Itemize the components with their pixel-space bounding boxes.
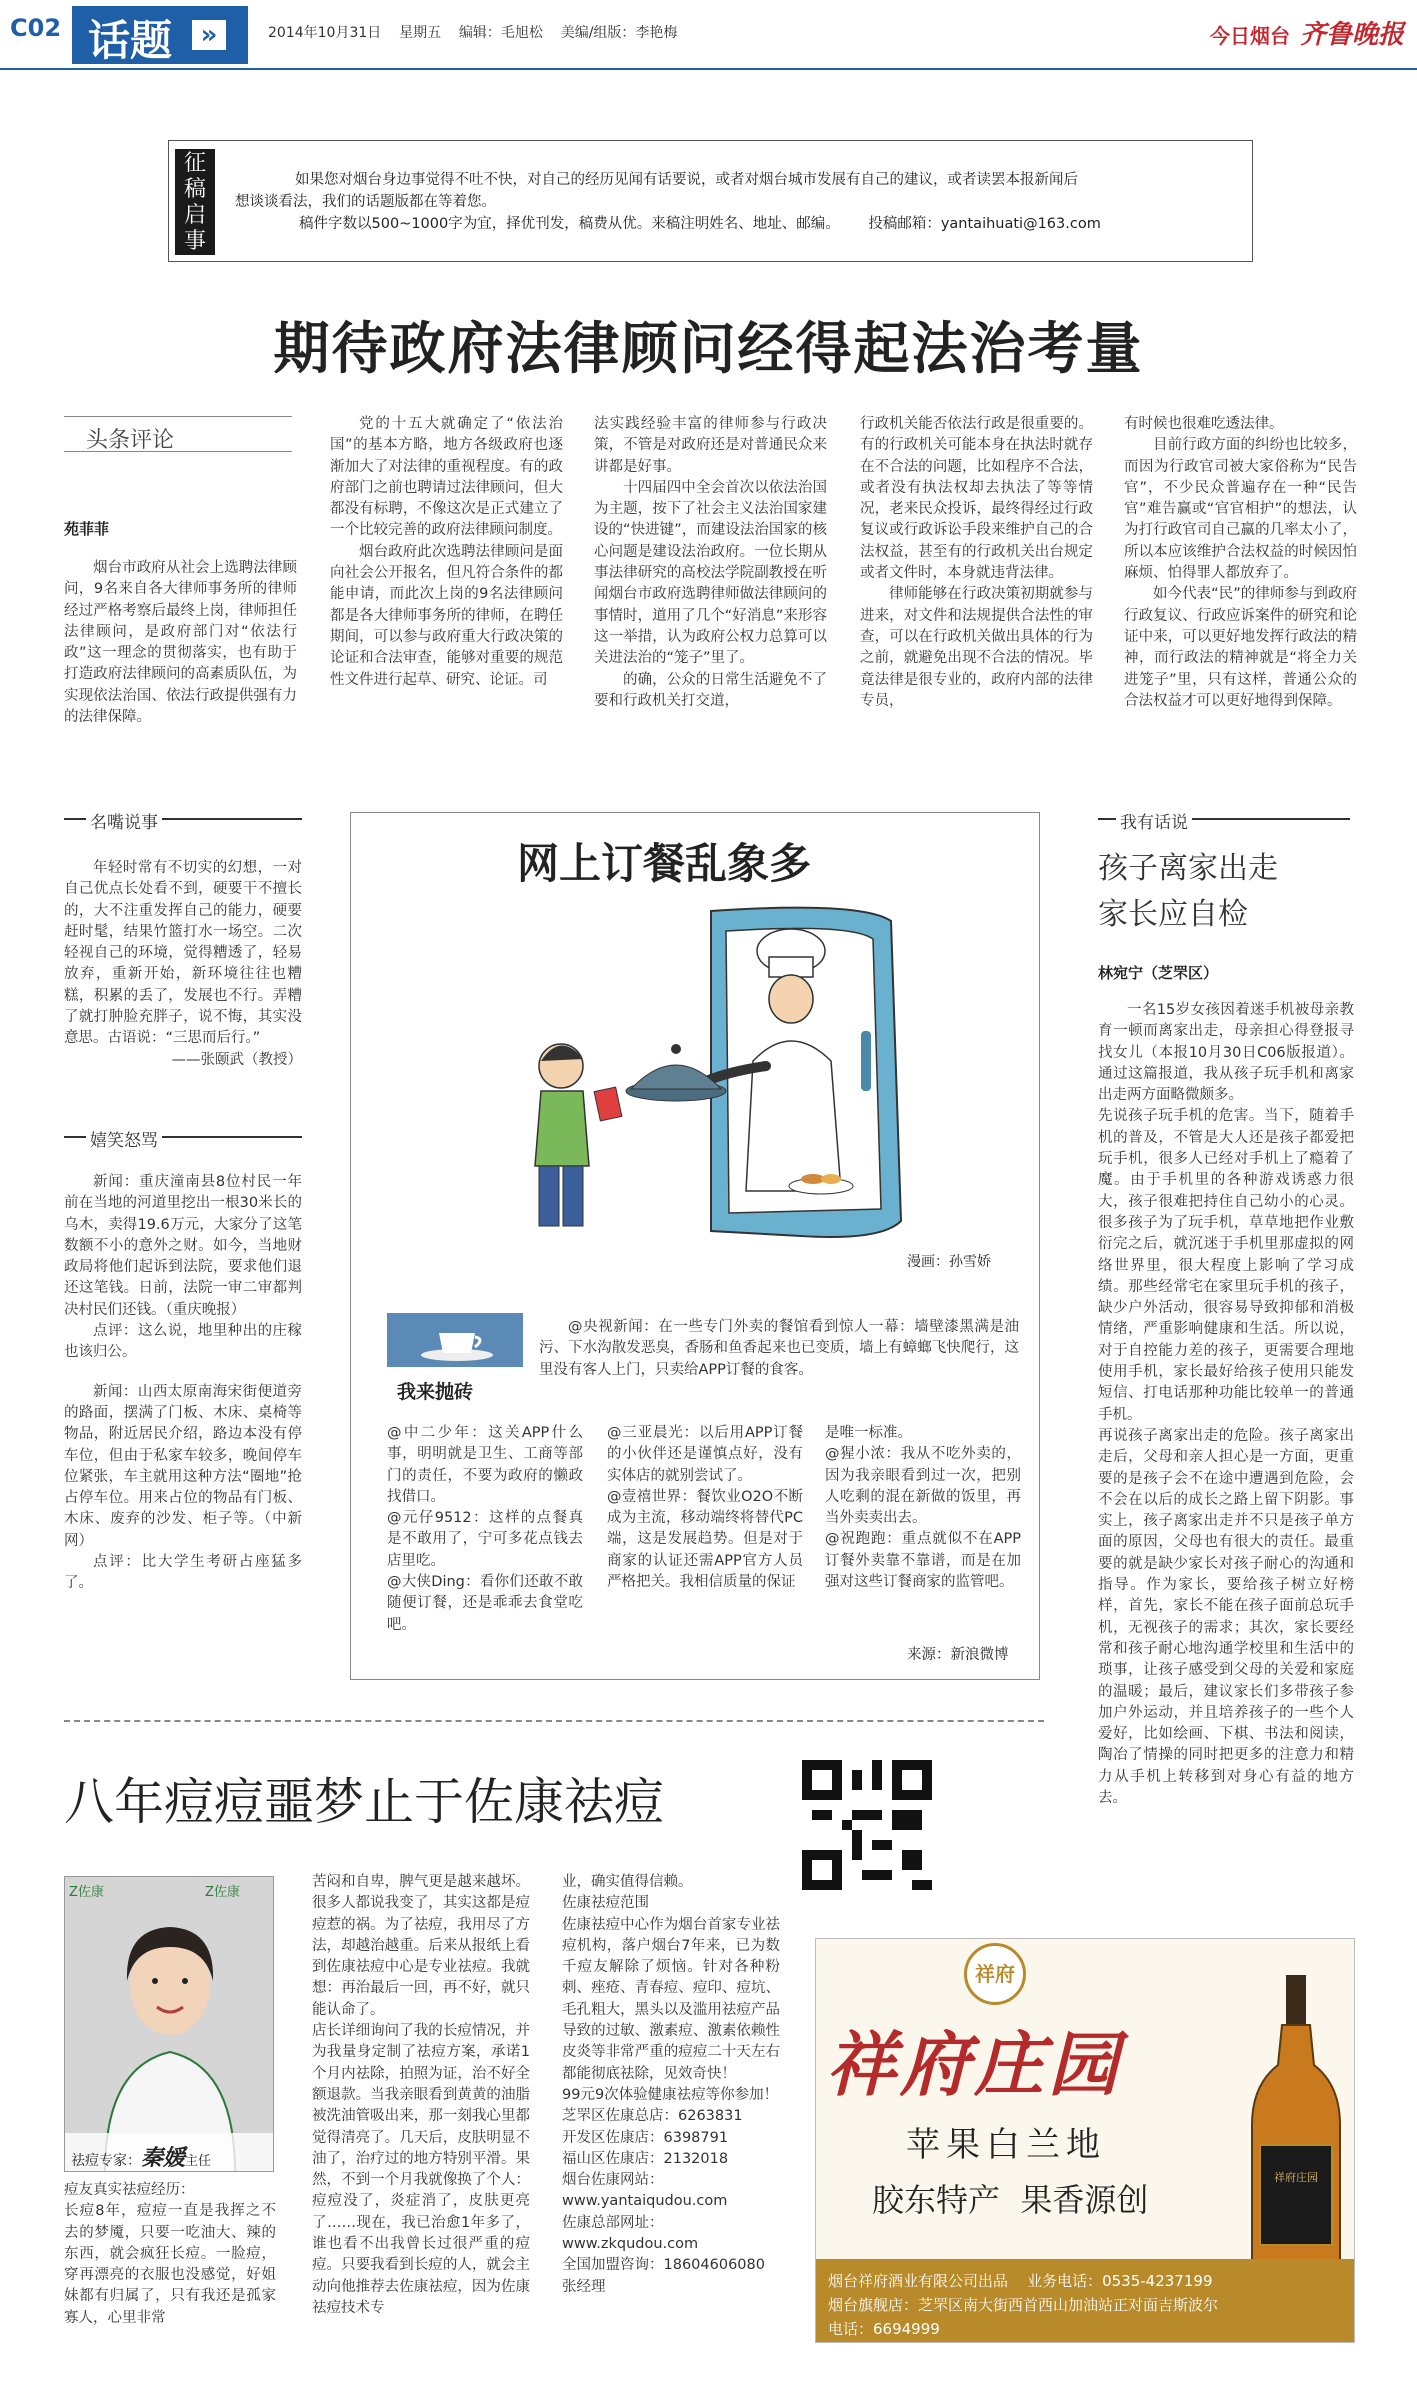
brand-name: 祥府庄园 — [826, 2023, 1122, 2106]
store-phone: 电话：6694999 — [828, 2320, 940, 2338]
notice-tag-char: 事 — [183, 229, 206, 254]
weibo-column-1: @中二少年：这关APP什么事，明明就是卫生、工商等部门的责任，不要为政府的懒政找借口。 @元仔9512：这样的点餐真是不敢用了，宁可多花点钱去店里吃。 @大侠Ding：看你们还敢不敢随便订餐，还是乖乖去食堂吃吧。 — [387, 1425, 583, 1633]
product-name: 苹果白兰地 — [906, 2125, 1106, 2165]
business-phone: 业务电话：0535-4237199 — [1027, 2272, 1213, 2290]
brand-badge: 祥府 — [964, 1943, 1026, 2005]
section-title: 话题 — [88, 16, 173, 65]
issue-date: 2014年10月31日 — [268, 25, 382, 41]
cctv-post: @央视新闻：在一些专门外卖的餐馆看到惊人一幕：墙壁漆黑满是油污、下水沟散发恶臭，香肠和鱼香起来也已变质，墙上有蟑螂飞快爬行，这里没有客人上门，只卖给APP订餐的食客。 — [539, 1319, 1019, 1378]
brandy-bottle-icon — [1248, 1975, 1344, 2295]
jersey-logo: Z佐康 — [69, 1885, 104, 1900]
dashed-divider — [64, 1720, 1044, 1722]
boy-figure — [535, 1044, 622, 1226]
editor: 编辑：毛旭松 — [458, 25, 543, 41]
masthead-info — [268, 22, 677, 42]
quote-body: 年轻时常有不切实的幻想，一对自己优点长处看不到，硬要干不擅长的，大不注重发挥自己的能力，硬要赶时髦，结果竹篮打水一场空。二次轻视自己的环境，觉得糟透了，轻易放弃，重新开始，新环境往往也糟糕，积累的丢了，发展也不行。弄糟了就打肿脸充胖子，说不悔，其实没意思。古语说：“三思而后行。” ——张颐武（教授） — [64, 858, 302, 1071]
notice-email: 投稿邮箱：yantaihuati@163.com — [868, 216, 1101, 232]
qr-code-icon — [802, 1760, 932, 1890]
feature-title: 网上订餐乱象多 — [517, 839, 812, 888]
maker: 烟台祥府酒业有限公司出品 — [828, 2272, 1009, 2290]
ad-headline: 八年痘痘噩梦止于佐康祛痘 — [64, 1773, 664, 1831]
brick-label: 我来抛砖 — [397, 1381, 474, 1403]
feature-box — [350, 812, 1040, 1680]
notice-tag-char: 稿 — [183, 177, 206, 202]
opinion-author: 林宛宁（芝罘区） — [1098, 964, 1219, 982]
ad-column-2: 苦闷和自卑，脾气更是越来越坏。很多人都说我变了，其实这都是痘痘惹的祸。为了祛痘，我用尽了方法，却越治越重。后来从报纸上看到佐康祛痘中心是专业祛痘。我就想：再治最后一回，再不好，就只能认命了。 店长详细询问了我的长痘情况，并为我量身定制了祛痘方案，承诺1个月内祛除，拍照为证，治不好全额退款。当我亲眼看到黄黄的油脂被洗油管吸出来，那一刻我心里都觉得清亮了。几天后，皮肤明显不油了，治疗过的地方特别平滑。果然，不到一个月我就像换了个人：痘痘没了，炎症消了，皮肤更亮了……现在，我已治愈1年多了，谁也看不出我曾长过很严重的痘痘。只要我看到长痘的人，就会主动向他推荐去佐康祛痘，因为佐康祛痘技术专 — [312, 1874, 530, 2316]
designer: 美编/组版：李艳梅 — [560, 25, 678, 41]
feature-source: 来源：新浪微博 — [907, 1647, 1009, 1663]
liquor-ad — [815, 1938, 1355, 2343]
brick-thumbnail — [387, 1313, 523, 1367]
ad-column-3: 业，确实值得信赖。 佐康祛痘范围 佐康祛痘中心作为烟台首家专业祛痘机构，落户烟台7年来，已为数千痘友解除了烦恼。针对各种粉刺、痤疮、青春痘、痘印、痘坑、毛孔粗大，黑头以及滥用祛痘产品导致的过敏、激素痘、激素依赖性皮炎等非常严重的痘痘二十天左右都能彻底祛除，见效奇快！ 99元9次体验健康祛痘等你参加！ 芝罘区佐康总店：6263831 开发区佐康店：6398791 福山区佐康店：2132018 烟台佐康网站： www.yantaiqudou.com 佐康总部网址： www.zkqudou.com 全国加盟咨询：18604606080 张经理 — [562, 1874, 780, 2295]
cartoon-illustration — [501, 891, 921, 1261]
expert-portrait — [65, 1877, 274, 2172]
notice-line: 如果您对烟台身边事觉得不吐不快，对自己的经历见闻有话要说，或者对烟台城市发展有自己的建议，或者读罢本报新闻后 — [295, 172, 1078, 188]
channel-name: 今日烟台 — [1210, 24, 1290, 48]
liquor-footer — [816, 2259, 1355, 2343]
masthead — [0, 0, 1417, 72]
bottle-label: 祥府庄园 — [1274, 2171, 1318, 2184]
opinion-section-label: 我有话说 — [1098, 818, 1350, 820]
opinion-title: 孩子离家出走 家长应自检 — [1098, 851, 1278, 932]
opinion-body: 一名15岁女孩因着迷手机被母亲教育一顿而离家出走，母亲担心得登报寻找女儿（本报10月30日C06版报道）。通过这篇报道，我从孩子玩手机和离家出走两方面略微颇多。 先说孩子玩手机的危害。当下，随着手机的普及，不管是大人还是孩子都爱把玩手机，很多人已经对手机上了瘾着了魔。由于手机里的各种游戏诱惑力很大，孩子很难把持住自己幼小的心灵。很多孩子为了玩手机，草草地把作业敷衍完之后，就沉迷于手机里那虚拟的网络世界里，很大程度上影响了学习成绩。那些经常宅在家里玩手机的孩子，缺少户外活动，很容易导致抑郁和消极情绪，严重影响健康和生活。所以说，对于自控能力差的孩子，更需要合理地使用手机，家长最好给孩子使用只能发短信、打电话那种功能比较单一的普通手机。 再说孩子离家出走的危险。孩子离家出走后，父母和亲人担心是一方面，更重要的是孩子会不在途中遭遇到危险，会不会在以后的成长之路上留下阴影。事实上，孩子离家出走并不只是孩子单方面的原因，父母也有很大的责任。最重要的就是缺少家长对孩子耐心的沟通和指导。作为家长，要给孩子树立好榜样，首先，家长不能在孩子面前总玩手机，无视孩子的需求；其次，家长要经常和孩子耐心地沟通学校里和生活中的琐事，让孩子感受到父母的关爱和家庭的温暖；最后，建议家长们多带孩子参加户外运动，并且培养孩子的一些个人爱好，比如绘画、下棋、书法和阅读，陶冶了情操的同时把更多的注意力和精力从手机上转移到对身心有益的地方去。 — [1098, 1002, 1354, 1806]
notice-line: 想谈谈看法，我们的话题版都在等着您。 — [235, 194, 496, 210]
satire-body: 新闻：重庆潼南县8位村民一年前在当地的河道里挖出一根30米长的乌木，卖得19.6万元，大家分了这笔数额不小的意外之财。如今，当地财政局将他们起诉到法院，要求他们退还这笔钱。日前，法院一审二审都判决村民们还钱。（重庆晚报） 点评：这么说，地里种出的庄稼也该归公。 新闻：山西太原南海宋街便道旁的路面，摆满了门板、木床、桌椅等物品，附近居民介绍，路边本没有停车位，但由于私家车较多，晚间停车位紧张，车主就用这种方法“圈地”抢占停车位。用来占位的物品有门板、木床、废弃的沙发、柜子等。（中新网） 点评：比大学生考研占座猛多了。 — [64, 1174, 302, 1592]
notice-tag-char: 启 — [183, 203, 206, 228]
notice-tag — [175, 149, 215, 255]
quote-signature: ——张颐武（教授） — [171, 1051, 302, 1068]
satire-section-label: 嬉笑怒骂 — [64, 1136, 302, 1138]
weibo-column-3: 是唯一标准。 @猩小浓：我从不吃外卖的，因为我亲眼看到过一次，把别人吃剩的混在新做的饭里，再当外卖卖出去。 @祝跑跑：重点就似不在APP订餐外卖靠不靠谱，而是在加强对这些订餐商家的监管吧。 — [825, 1425, 1021, 1591]
issue-weekday: 星期五 — [399, 25, 442, 41]
expert-photo — [64, 1876, 274, 2172]
jersey-logo: Z佐康 — [205, 1885, 240, 1900]
call-for-papers — [168, 140, 1253, 262]
masthead-rule — [0, 68, 1417, 70]
lead-section-label: 头条评论 — [64, 416, 292, 452]
store-address: 烟台旗舰店：芝罘区南大街西首西山加油站正对面吉斯波尔 — [828, 2296, 1219, 2314]
lead-column-5: 有时候也很难吃透法律。 目前行政方面的纠纷也比较多，而因为行政官司被大家俗称为“民告官”，不少民众普遍存在一种“民告官”难告赢或“官官相护”的想法，认为打行政官司自己赢的几率太小了，所以本应该维护合法权益的时候因怕麻烦、怕得罪人都放弃了。 如今代表“民”的律师参与到政府行政复议、行政应诉案件的研究和论证中来，可以更好地发挥行政法的精神，而行政法的精神就是“将全力关进笼子”里，只有这样，普通公众的合法权益才可以更好地得到保障。 — [1124, 416, 1357, 709]
lead-column-3: 法实践经验丰富的律师参与行政决策，不管是对政府还是对普通民众来讲都是好事。 十四届四中全会首次以依法治国为主题，按下了社会主义法治国家建设的“快进键”，而建设法治国家的核心问题是建设法治政府。一位长期从事法律研究的高校法学院副教授在听闻烟台市政府选聘律师做法律顾问的事情时，道用了几个“好消息”来形容这一举措，认为政府公权力总算可以关进法治的“笼子”里了。 的确，公众的日常生活避免不了要和行政机关打交道， — [594, 416, 827, 709]
lead-column-2: 党的十五大就确定了“依法治国”的基本方略，地方各级政府也逐渐加大了对法律的重视程度。有的政府部门之前也聘请过法律顾问，但大都没有标聘，不像这次是正式建立了一个比较完善的政府法律顾问制度。 烟台政府此次选聘法律顾问是面向社会公开报名，但凡符合条件的都能申请，而此次上岗的9名法律顾问都是各大律师事务所的律师，在聘任期间，可以参与政府重大行政决策的论证和合法审查，能够对重要的规范性文件进行起草、研究、论证。司 — [330, 416, 563, 688]
slogan: 胶东特产 果香源创 — [872, 2181, 1149, 2219]
notice-tag-char: 征 — [183, 151, 206, 176]
ad-column-1: 痘友真实祛痘经历： 长痘8年，痘痘一直是我挥之不去的梦魇，只要一吃油大、辣的东西，就会疯狂长痘。一脸痘，穿再漂亮的衣服也没感觉，好姐妹都有归属了，只有我还是孤家寡人，心里非常 — [64, 2182, 276, 2326]
coffee-cup-icon — [387, 1313, 523, 1367]
expert-caption: 祛痘专家：秦媛主任 — [65, 2133, 274, 2172]
weibo-column-2: @三亚晨光：以后用APP订餐的小伙伴还是谨慎点好，没有实体店的就别尝试了。 @壹禧世界：餐饮业O2O不断成为主流，移动端终将替代PC端，这是发展趋势。但是对于商家的认证还需APP官方人员严格把关。我相信质量的保证 — [607, 1425, 803, 1591]
lead-column-4: 行政机关能否依法行政是很重要的。有的行政机关可能本身在执法时就存在不合法的问题，比如程序不合法，或者没有执法权却去执法了等等情况，老来民众投诉，最终得经过行政复议或行政诉讼手段来维护自己的合法权益，甚至有的行政机关出台规定或者文件时，本身就违背法律。 律师能够在行政决策初期就参与进来，对文件和法规提供合法性的审查，可以在行政机关做出具体的行为之前，就避免出现不合法的情况。毕竟法律是很专业的，政府内部的法律专员， — [860, 416, 1093, 709]
page-number: C02 — [10, 14, 62, 42]
cartoon-credit: 漫画：孙雪娇 — [907, 1254, 991, 1270]
lead-column-1: 烟台市政府从社会上选聘法律顾问，9名来自各大律师事务所的律师经过严格考察后最终上岗，律师担任法律顾问，是政府部门对“依法行政”这一理念的贯彻落实，也有助于打造政府法律顾问的高素质队伍，为实现依法治国、依法行政提供强有力的法律保障。 — [64, 560, 297, 726]
lead-author: 苑菲菲 — [64, 520, 110, 538]
quote-section-label: 名嘴说事 — [64, 818, 302, 820]
main-headline: 期待政府法律顾问经得起法治考量 — [273, 316, 1144, 382]
paper-logo: 齐鲁晚报 — [1300, 20, 1405, 50]
chevron-right-icon: » — [192, 20, 226, 50]
notice-line: 稿件字数以500~1000字为宜，择优刊发，稿费从优。来稿注明姓名、地址、邮编。 — [299, 216, 840, 232]
